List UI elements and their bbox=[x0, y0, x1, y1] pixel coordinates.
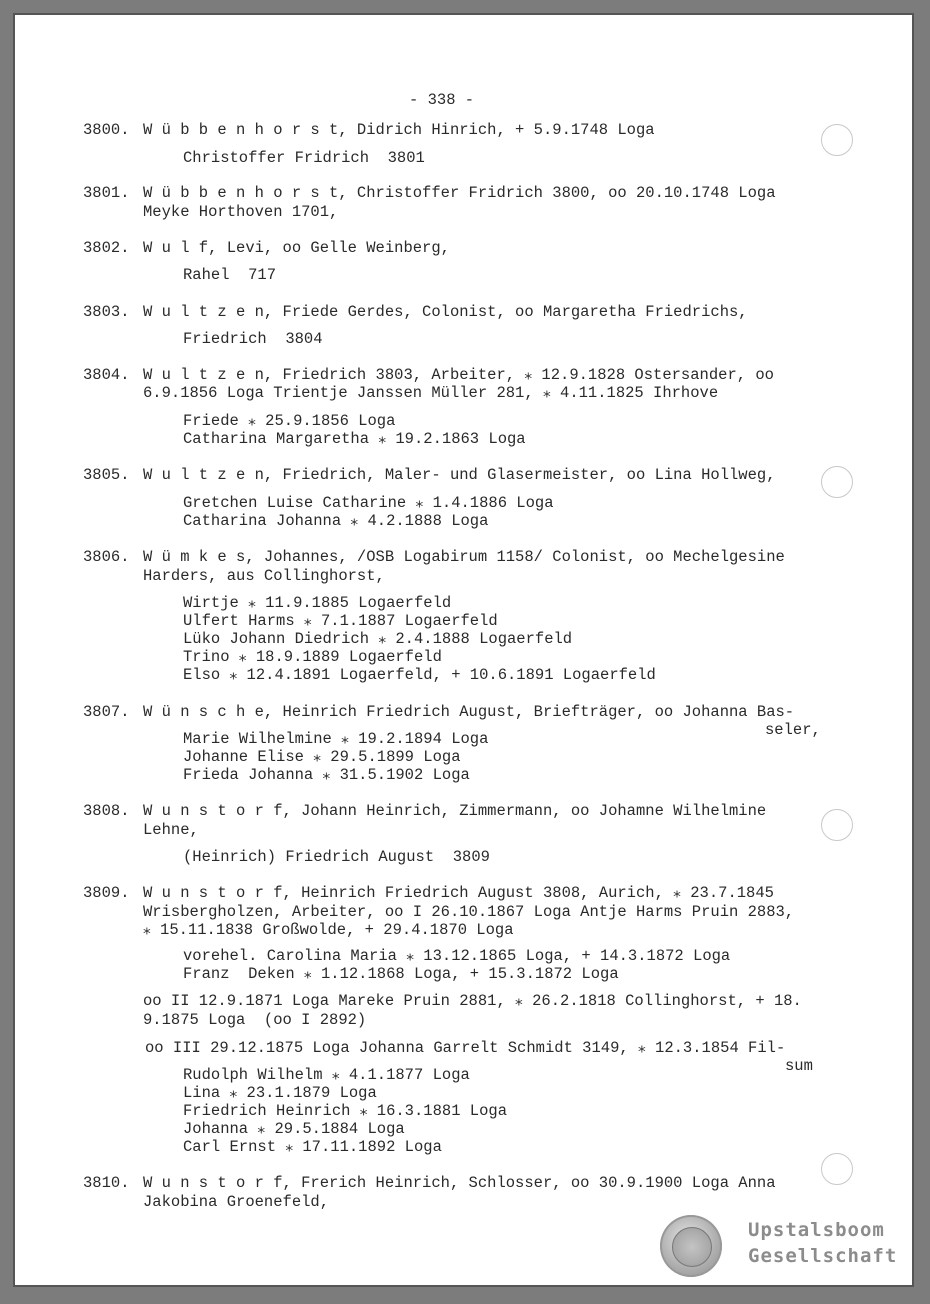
entry-number: 3806. bbox=[83, 548, 130, 566]
child-line: Elso ⁎ 12.4.1891 Logaerfeld, + 10.6.1891 Logaerfeld bbox=[183, 666, 656, 684]
child-line: Marie Wilhelmine ⁎ 19.2.1894 Loga bbox=[183, 730, 489, 748]
entry-heading: W ü n s c h e, Heinrich Friedrich August, Briefträger, oo Johanna Bas- bbox=[143, 703, 795, 721]
punch-hole-bottom bbox=[821, 1153, 853, 1185]
child-line: Friede ⁎ 25.9.1856 Loga bbox=[183, 412, 396, 430]
child-line: (Heinrich) Friedrich August 3809 bbox=[183, 848, 490, 866]
punch-hole-lower bbox=[821, 809, 853, 841]
child-line: Gretchen Luise Catharine ⁎ 1.4.1886 Loga bbox=[183, 494, 554, 512]
entry-heading: W u l t z e n, Friedrich 3803, Arbeiter, ⁎ 12.9.1828 Ostersander, oo bbox=[143, 366, 774, 384]
entry-number: 3808. bbox=[83, 802, 130, 820]
punch-hole-top bbox=[821, 124, 853, 156]
marriage-line: oo II 12.9.1871 Loga Mareke Pruin 2881, ⁎ 26.2.1818 Collinghorst, + 18. bbox=[143, 992, 802, 1010]
child-line: Lina ⁎ 23.1.1879 Loga bbox=[183, 1084, 377, 1102]
entry-number: 3807. bbox=[83, 703, 130, 721]
entry-number: 3810. bbox=[83, 1174, 130, 1192]
child-line: Johanne Elise ⁎ 29.5.1899 Loga bbox=[183, 748, 461, 766]
entry-continuation: Harders, aus Collinghorst, bbox=[143, 567, 385, 585]
logo-line-2: Gesellschaft bbox=[748, 1245, 898, 1267]
child-line: Lüko Johann Diedrich ⁎ 2.4.1888 Logaerfeld bbox=[183, 630, 573, 648]
marriage-line: 9.1875 Loga (oo I 2892) bbox=[143, 1011, 367, 1029]
child-line: Christoffer Fridrich 3801 bbox=[183, 149, 425, 167]
entry-number: 3800. bbox=[83, 121, 130, 139]
child-line: Friedrich Heinrich ⁎ 16.3.1881 Loga bbox=[183, 1102, 508, 1120]
child-line: Johanna ⁎ 29.5.1884 Loga bbox=[183, 1120, 405, 1138]
child-line: Ulfert Harms ⁎ 7.1.1887 Logaerfeld bbox=[183, 612, 498, 630]
child-line: Rudolph Wilhelm ⁎ 4.1.1877 Loga bbox=[183, 1066, 470, 1084]
child-line: Friedrich 3804 bbox=[183, 330, 323, 348]
entry-heading: W u n s t o r f, Johann Heinrich, Zimmermann, oo Johamne Wilhelmine bbox=[143, 802, 767, 820]
child-line: Rahel 717 bbox=[183, 266, 277, 284]
child-line: Trino ⁎ 18.9.1889 Logaerfeld bbox=[183, 648, 442, 666]
entry-heading: W u n s t o r f, Heinrich Friedrich August 3808, Aurich, ⁎ 23.7.1845 bbox=[143, 884, 774, 902]
child-line: Catharina Johanna ⁎ 4.2.1888 Loga bbox=[183, 512, 489, 530]
entry-heading: W u l t z e n, Friedrich, Maler- und Glasermeister, oo Lina Hollweg, bbox=[143, 466, 776, 484]
child-line: vorehel. Carolina Maria ⁎ 13.12.1865 Loga, + 14.3.1872 Loga bbox=[183, 947, 731, 965]
entry-continuation: 6.9.1856 Loga Trientje Janssen Müller 281, ⁎ 4.11.1825 Ihrhove bbox=[143, 384, 719, 402]
entry-heading: W u l t z e n, Friede Gerdes, Colonist, oo Margaretha Friedrichs, bbox=[143, 303, 748, 321]
entry-number: 3803. bbox=[83, 303, 130, 321]
entry-continuation: Jakobina Groenefeld, bbox=[143, 1193, 330, 1211]
marriage-line: oo III 29.12.1875 Loga Johanna Garrelt Schmidt 3149, ⁎ 12.3.1854 Fil- bbox=[145, 1039, 786, 1057]
entry-continuation: Wrisbergholzen, Arbeiter, oo I 26.10.1867 Loga Antje Harms Pruin 2883, bbox=[143, 903, 795, 921]
entry-heading: W u n s t o r f, Frerich Heinrich, Schlosser, oo 30.9.1900 Loga Anna bbox=[143, 1174, 776, 1192]
child-line: Wirtje ⁎ 11.9.1885 Logaerfeld bbox=[183, 594, 452, 612]
entry-number: 3805. bbox=[83, 466, 130, 484]
entry-continuation: Meyke Horthoven 1701, bbox=[143, 203, 339, 221]
page-number: - 338 - bbox=[409, 91, 475, 109]
hyphen-continuation: sum bbox=[785, 1057, 813, 1075]
child-line: Frieda Johanna ⁎ 31.5.1902 Loga bbox=[183, 766, 470, 784]
entry-continuation: Lehne, bbox=[143, 821, 199, 839]
child-line: Carl Ernst ⁎ 17.11.1892 Loga bbox=[183, 1138, 442, 1156]
child-line: Catharina Margaretha ⁎ 19.2.1863 Loga bbox=[183, 430, 526, 448]
entry-number: 3804. bbox=[83, 366, 130, 384]
document-page bbox=[13, 13, 914, 1287]
child-line: Franz Deken ⁎ 1.12.1868 Loga, + 15.3.1872 Loga bbox=[183, 965, 619, 983]
entry-heading: W ü b b e n h o r s t, Christoffer Fridrich 3800, oo 20.10.1748 Loga bbox=[143, 184, 776, 202]
hyphen-continuation: seler, bbox=[765, 721, 821, 739]
entry-heading: W u l f, Levi, oo Gelle Weinberg, bbox=[143, 239, 450, 257]
upstalsboom-logo bbox=[658, 1215, 908, 1279]
entry-heading: W ü m k e s, Johannes, /OSB Logabirum 1158/ Colonist, oo Mechelgesine bbox=[143, 548, 785, 566]
seal-icon bbox=[660, 1215, 722, 1277]
punch-hole-upper bbox=[821, 466, 853, 498]
entry-continuation: ⁎ 15.11.1838 Großwolde, + 29.4.1870 Loga bbox=[143, 921, 514, 939]
entry-number: 3801. bbox=[83, 184, 130, 202]
entry-heading: W ü b b e n h o r s t, Didrich Hinrich, + 5.9.1748 Loga bbox=[143, 121, 655, 139]
logo-line-1: Upstalsboom bbox=[748, 1219, 885, 1241]
entry-number: 3809. bbox=[83, 884, 130, 902]
entry-number: 3802. bbox=[83, 239, 130, 257]
